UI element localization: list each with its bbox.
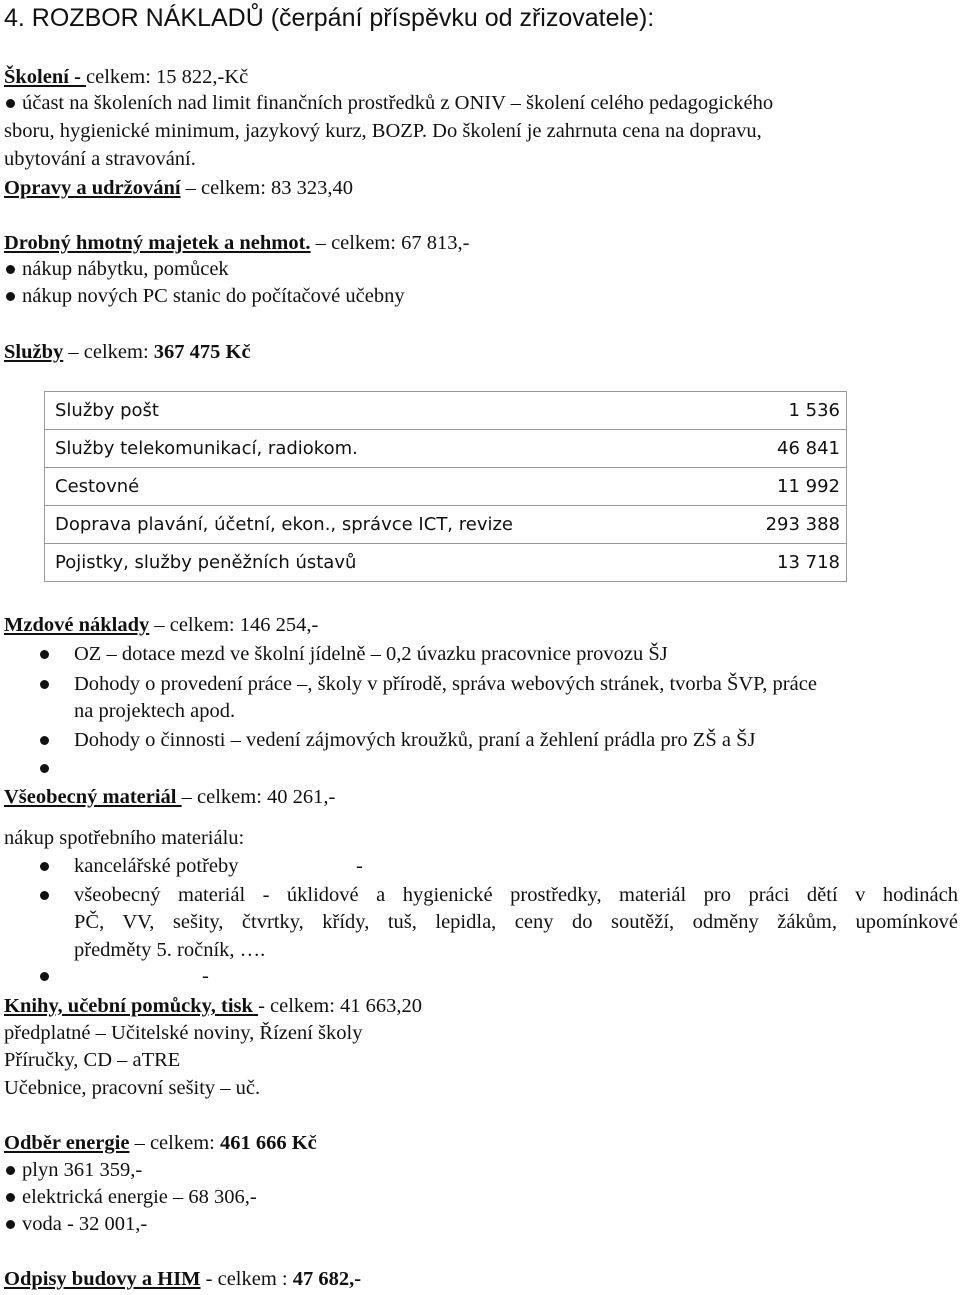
energie-item: plyn 361 359,-	[22, 1159, 143, 1181]
odpisy-title: Odpisy budovy a HIM	[4, 1268, 201, 1290]
opravy-heading	[4, 175, 353, 201]
vseobecny-item: všeobecný materiál - úklidové a hygienické prostředky, materiál pro práci dětí v hodinách	[74, 884, 958, 906]
skoleni-heading	[4, 64, 248, 90]
bullet-icon	[40, 680, 49, 689]
sluzby-table	[44, 391, 847, 582]
bullet-icon	[40, 650, 49, 659]
drobny-title: Drobný hmotný majetek a nehmot.	[4, 232, 311, 254]
table-row	[45, 544, 847, 582]
sluzby-total-value: 367 475 Kč	[153, 341, 251, 363]
bullet-icon	[6, 1220, 15, 1229]
vseobecny-item-dash: -	[202, 965, 209, 987]
mzdove-item: OZ – dotace mezd ve školní jídelně – 0,2 úvazku pracovnice provozu ŠJ	[74, 643, 668, 665]
drobny-item: nákup nových PC stanic do počítačové učebny	[22, 285, 405, 307]
energie-item: elektrická energie – 68 306,-	[22, 1186, 257, 1208]
mzdove-item: Dohody o činnosti – vedení zájmových kroužků, praní a žehlení prádla pro ZŠ a ŠJ	[74, 729, 756, 751]
opravy-title: Opravy a udržování	[4, 177, 181, 199]
vseobecny-item: kancelářské potřeby	[74, 855, 239, 877]
vseobecny-item-dash: -	[356, 855, 363, 877]
skoleni-line1: účast na školeních nad limit finančních prostředků z ONIV – školení celého pedagogického	[22, 92, 774, 114]
table-row	[45, 506, 847, 544]
bullet-icon	[6, 265, 15, 274]
bullet-icon	[6, 292, 15, 301]
sluzby-heading	[4, 339, 251, 365]
knihy-total: - celkem: 41 663,20	[258, 995, 423, 1017]
row-label: Pojistky, služby peněžních ústavů	[45, 544, 718, 582]
bullet-icon	[40, 862, 49, 871]
bullet-icon	[6, 1193, 15, 1202]
opravy-total: – celkem: 83 323,40	[180, 177, 354, 199]
row-label: Doprava plavání, účetní, ekon., správce ICT, revize	[45, 506, 718, 544]
section-heading: 4. ROZBOR NÁKLADŮ (čerpání příspěvku od zřizovatele):	[4, 4, 655, 32]
vseobecny-item-cont: předměty 5. ročník, ….	[74, 939, 266, 961]
energie-title: Odběr energie	[4, 1132, 130, 1154]
mzdove-item-cont: na projektech apod.	[74, 700, 236, 722]
knihy-line: Učebnice, pracovní sešity – uč.	[4, 1077, 261, 1099]
drobny-total: – celkem: 67 813,-	[310, 232, 470, 254]
mzdove-item: Dohody o provedení práce –, školy v přírodě, správa webových stránek, tvorba ŠVP, práce	[74, 673, 817, 695]
bullet-icon	[6, 1166, 15, 1175]
vseobecny-title: Všeobecný materiál	[4, 786, 182, 808]
table-row	[45, 468, 847, 506]
energie-total-prefix: – celkem:	[129, 1132, 220, 1154]
mzdove-total: – celkem: 146 254,-	[149, 614, 319, 636]
bullet-icon	[40, 736, 49, 745]
vseobecny-total: – celkem: 40 261,-	[181, 786, 336, 808]
vseobecny-item-cont: PČ, VV, sešity, čtvrtky, křídy, tuš, lepidla, ceny do soutěží, odměny žákům, upomínkové	[74, 911, 958, 933]
energie-item: voda - 32 001,-	[22, 1213, 148, 1235]
row-label: Služby telekomunikací, radiokom.	[45, 430, 718, 468]
row-amount: 13 718	[718, 544, 847, 582]
row-amount: 1 536	[718, 392, 847, 430]
mzdove-title: Mzdové náklady	[4, 614, 150, 636]
energie-heading	[4, 1130, 317, 1156]
row-amount: 293 388	[718, 506, 847, 544]
bullet-icon	[40, 972, 49, 981]
energie-total-value: 461 666 Kč	[219, 1132, 317, 1154]
table-row	[45, 430, 847, 468]
odpisy-mid: - celkem :	[200, 1268, 293, 1290]
odpisy-value: 47 682,-	[292, 1268, 362, 1290]
row-label: Cestovné	[45, 468, 718, 506]
odpisy-heading	[4, 1266, 361, 1292]
bullet-icon	[6, 99, 15, 108]
vseobecny-intro: nákup spotřebního materiálu:	[4, 827, 245, 849]
sluzby-title: Služby	[4, 341, 64, 363]
drobny-heading	[4, 230, 469, 256]
bullet-icon	[40, 891, 49, 900]
skoleni-line3: ubytování a stravování.	[4, 148, 196, 170]
mzdove-heading	[4, 612, 318, 638]
row-amount: 11 992	[718, 468, 847, 506]
knihy-title: Knihy, učební pomůcky, tisk	[4, 995, 259, 1017]
sluzby-total-prefix: – celkem:	[63, 341, 154, 363]
bullet-icon	[40, 764, 49, 773]
skoleni-total: celkem: 15 822,-Kč	[86, 66, 249, 88]
row-label: Služby pošt	[45, 392, 718, 430]
drobny-item: nákup nábytku, pomůcek	[22, 258, 229, 280]
knihy-heading	[4, 993, 422, 1019]
row-amount: 46 841	[718, 430, 847, 468]
vseobecny-heading	[4, 784, 335, 810]
skoleni-line2: sboru, hygienické minimum, jazykový kurz, BOZP. Do školení je zahrnuta cena na dopravu,	[4, 120, 762, 142]
table-row	[45, 392, 847, 430]
knihy-line: předplatné – Učitelské noviny, Řízení školy	[4, 1022, 363, 1044]
skoleni-title: Školení -	[4, 66, 87, 88]
knihy-line: Příručky, CD – aTRE	[4, 1049, 181, 1071]
